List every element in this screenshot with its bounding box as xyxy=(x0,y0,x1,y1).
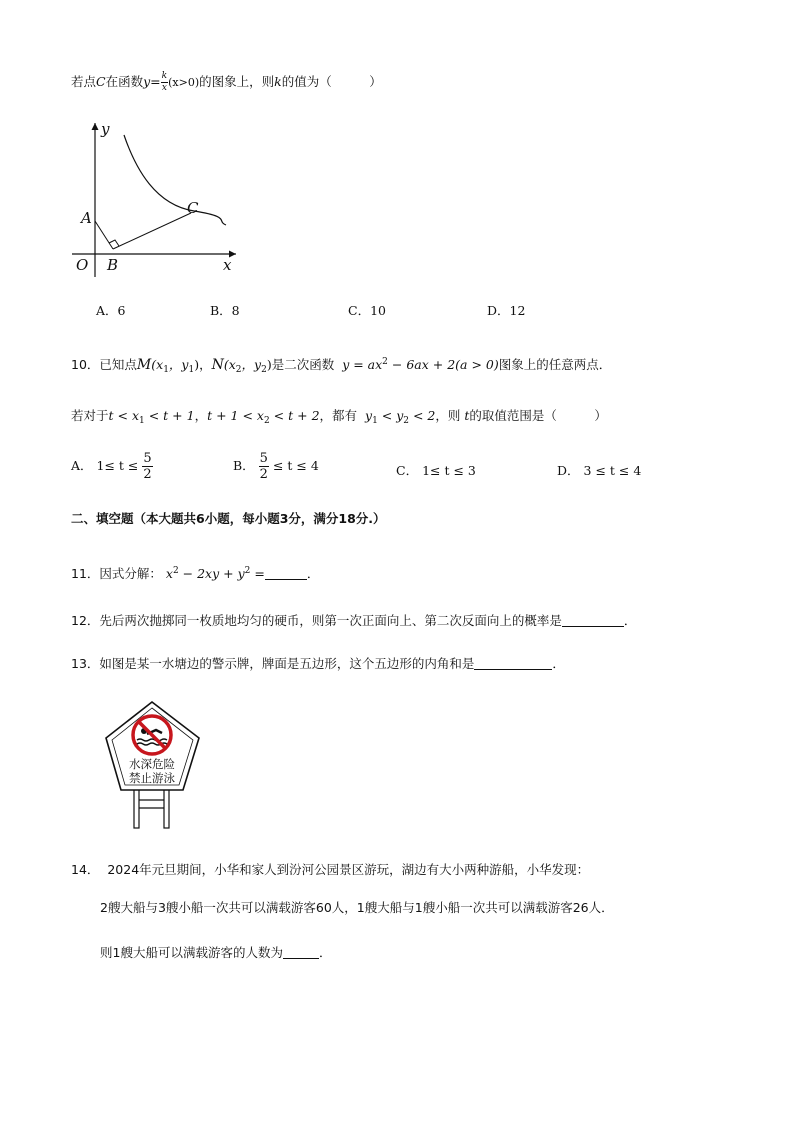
q9-choice-c[interactable]: C．10 xyxy=(348,303,386,318)
sign-text-line2: 禁止游泳 xyxy=(129,771,175,785)
answer-blank[interactable] xyxy=(265,565,307,580)
fraction-five-halves: $\frac{5}{2}$ xyxy=(259,451,268,482)
q12: 12．先后两次抛掷同一枚质地均匀的硬币，则第一次正面向上、第二次反面向上的概率是 ． xyxy=(71,613,637,628)
q14-line2: 2艘大船与3艘小船一次共可以满载游客60人，1艘大船与1艘小船一次共可以满载游客26人． xyxy=(100,900,614,915)
q10-choice-c[interactable]: C． 1≤ t ≤ 3 xyxy=(396,463,476,478)
sign-text-line1: 水深危险 xyxy=(129,757,175,771)
point-c-graph-label: C xyxy=(187,199,199,217)
section-heading: 二、填空题（本大题共6小题，每小题3分，满分18分.） xyxy=(71,511,386,526)
segment-bc xyxy=(113,213,191,249)
q14-line3: 则1艘大船可以满载游客的人数为 ． xyxy=(100,945,332,960)
q10-line1: 10．已知点$M(x_1$，$y_1$)，$N(x_2$，$y_2$)是二次函数 $y = ax^2 - 6ax + 2(a > 0)$图象上的任意两点． xyxy=(71,357,612,375)
hyperbola-graph xyxy=(66,115,246,280)
q9-prompt: 若点C在函数y= $\frac{k}{x}$ (x>0)的图象上，则k的值为（ ） xyxy=(71,71,382,93)
point-c-label: C xyxy=(96,74,106,89)
answer-blank[interactable] xyxy=(562,612,624,627)
q10-line2: 若对于$t < x_1 < t + 1$，$t + 1 < x_2 < t + 2$，都有 $y_1 < y_2 < 2$，则 t的取值范围是（ ） xyxy=(71,408,607,426)
origin-label: O xyxy=(76,256,89,274)
q11: 11．因式分解： $x^2 - 2xy + y^2$ = ． xyxy=(71,566,320,581)
answer-blank[interactable] xyxy=(283,944,319,959)
answer-blank[interactable] xyxy=(474,655,552,670)
q13: 13．如图是某一水塘边的警示牌，牌面是五边形，这个五边形的内角和是 ． xyxy=(71,656,565,671)
q14-line1: 14． 2024年元旦期间，小华和家人到汾河公园景区游玩，湖边有大小两种游船，小华发现： xyxy=(71,862,590,877)
hyperbola-curve xyxy=(124,135,226,225)
point-b-label: B xyxy=(107,256,119,274)
q10-choice-d[interactable]: D． 3 ≤ t ≤ 4 xyxy=(557,463,642,478)
q9-choice-b[interactable]: B．8 xyxy=(210,303,240,318)
q9-choice-a[interactable]: A．6 xyxy=(96,303,126,318)
point-a-label: A xyxy=(81,209,92,227)
fraction-five-halves: $\frac{5}{2}$ xyxy=(143,451,152,482)
q10-choice-b[interactable]: B． $\frac{5}{2}$ ≤ t ≤ 4 xyxy=(233,451,319,482)
fraction-k-over-x: $\frac{k}{x}$ xyxy=(161,71,168,93)
segment-ab xyxy=(95,221,113,249)
q9-choice-d[interactable]: D．12 xyxy=(487,303,526,318)
warning-sign xyxy=(104,700,204,832)
q10-choice-a[interactable]: A． 1≤ t ≤ $\frac{5}{2}$ xyxy=(71,451,152,482)
x-axis-label: x xyxy=(223,256,232,274)
y-axis-label: y xyxy=(101,120,110,138)
